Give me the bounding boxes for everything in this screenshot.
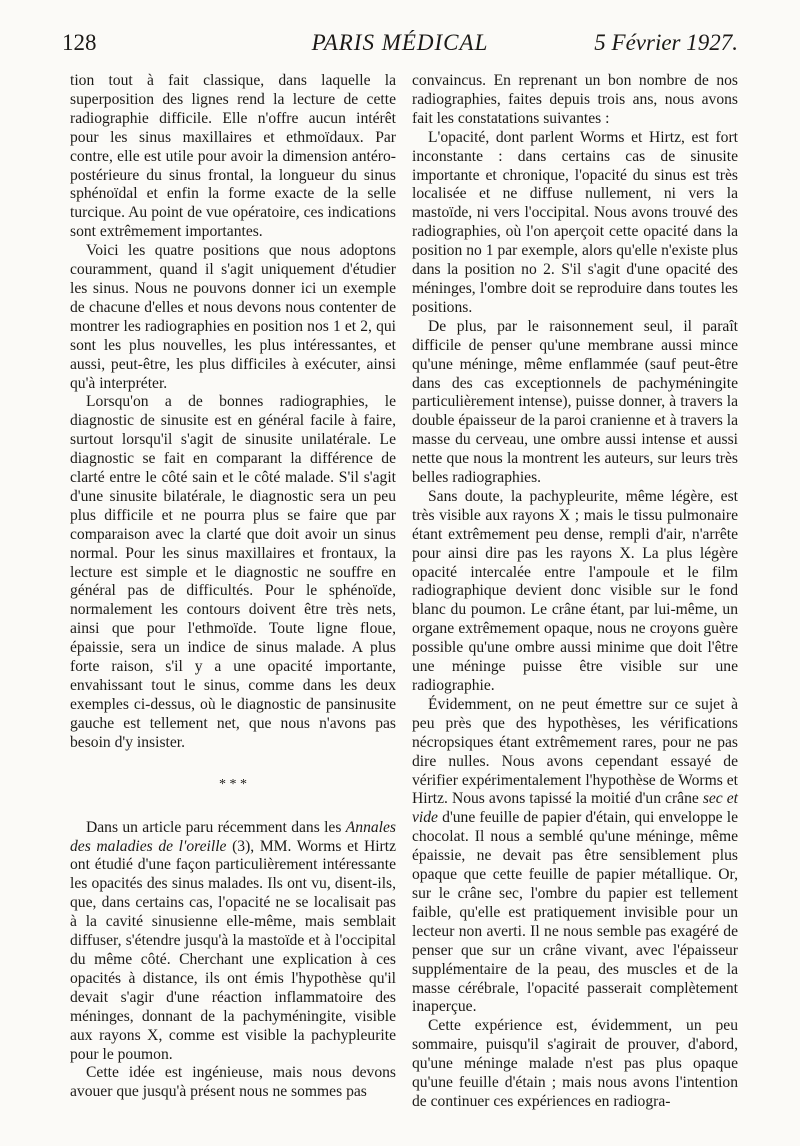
text-run: Évidemment, on ne peut émettre sur ce sujet à peu près que des hypothèses, les vérifications nécropsiques étant extrêmement rares, pour ne pas dire nulles. Nous avons cependant essayé de vérifier expérimentalement l'hypothèse de Worms et Hirtz. Nous avons tapissé la moitié d'un crâne: [412, 695, 738, 808]
paragraph: [412, 696, 738, 1017]
journal-title: PARIS MÉDICAL: [311, 30, 489, 55]
paragraph: Cette idée est ingénieuse, mais nous devons avouer que jusqu'à présent nous ne sommes pas: [70, 1064, 396, 1101]
issue-date: 5 Février 1927.: [594, 30, 738, 55]
section-separator: [70, 776, 396, 792]
text-run: d'une feuille de papier d'étain, qui enveloppe le chocolat. Il nous a semblé qu'une méninge, même épaissie, ne devait pas être sensiblement plus opaque que cette feuille de papier métallique. Or, sur le crâne sec, l'ombre du papier est tellement faible, qu'elle est pratiquement invisible pour un lecteur non averti. Il ne nous semble pas exagéré de penser que sur un crâne vivant, avec l'épaisseur supplémentaire de la peau, des muscles et de la masse cérébrale, l'opacité passerait complètement inaperçue.: [412, 809, 738, 1016]
emphasis: sec et vide: [412, 790, 738, 827]
paragraph: Sans doute, la pachypleurite, même légère, est très visible aux rayons X ; mais le tissu pulmonaire étant extrêmement peu dense, rempli d'air, n'arrête pour ainsi dire pas les rayons X. La plus légère opacité intercalée entre l'ampoule et le film radiographique devient donc visible sur le fond blanc du poumon. Le crâne étant, par lui-même, un organe extrêmement opaque, nous ne croyons guère possible qu'une ombre aussi minime que doit l'être une méninge puisse être visible sur une radiographie.: [412, 487, 738, 694]
paragraph: convaincus. En reprenant un bon nombre de nos radiographies, faites depuis trois ans, nous avons fait les constatations suivantes :: [412, 72, 738, 127]
paragraph: Cette expérience est, évidemment, un peu sommaire, puisqu'il s'agirait de prouver, d'abord, qu'une méninge malade n'est pas plus opaque qu'une feuille d'étain ; mais nous avons l'intention de continuer ces expériences en radiogra-: [412, 1017, 738, 1110]
paragraph: [70, 819, 396, 1065]
page-number: 128: [62, 30, 97, 55]
journal-citation: Annales des maladies de l'oreille: [70, 818, 396, 855]
text-run: (3), MM. Worms et Hirtz ont étudié d'une façon particulièrement intéressante les opacités des sinus malades. Ils ont vu, disent-ils, que, dans certains cas, l'opacité ne se localisait pas à la cavité sinusienne elle-même, mais semblait diffuser, s'étendre jusqu'à la mastoïde et à l'occipital du même côté. Cherchant une explication à ces opacités à distance, ils ont émis l'hypothèse qu'il devait s'agir d'une réaction inflammatoire des méninges, donnant de la pachyméningite, visible aux rayons X, comme est visible la pachypleurite pour le poumon.: [70, 837, 396, 1063]
paragraph: De plus, par le raisonnement seul, il paraît difficile de penser qu'une membrane aussi mince qu'une méninge, même enflammée (sauf peut-être dans des cas exceptionnels de pachyméningite particulièrement intense), puisse donner, à travers la double épaisseur de la paroi cranienne et à travers la masse du cerveau, une ombre aussi intense et aussi nette que nous la montrent les auteurs, sur leurs très belles radiographies.: [412, 317, 739, 487]
paragraph: Lorsqu'on a de bonnes radiographies, le diagnostic de sinusite est en général facile à faire, surtout lorsqu'il s'agit de sinusite unilatérale. Le diagnostic se fait en comparant la différence de clarté entre le côté sain et le côté malade. S'il s'agit d'une sinusite bilatérale, le diagnostic sera un peu plus difficile et ne pourra plus se faire que par comparaison avec la clarté que doit avoir un sinus normal. Pour les sinus maxillaires et frontaux, la lecture est simple et le diagnostic ne souffre en général pas de difficultés. Pour le sphénoïde, normalement les contours doivent être très nets, ainsi que pour l'ethmoïde. Toute ligne floue, épaissie, sera un indice de sinus malade. A plus forte raison, s'il y a une opacité importante, envahissant tout le sinus, comme dans les deux exemples ci-dessus, où le diagnostic de pansinusite gauche est tellement net, que nous n'avons pas besoin d'y insister.: [70, 393, 396, 751]
paragraph: Voici les quatre positions que nous adoptons couramment, quand il s'agit uniquement d'étudier les sinus. Nous ne pouvons donner ici un exemple de chacune d'elles et nous devons nous contenter de montrer les radiographies en position nos 1 et 2, qui sont les plus nouvelles, les plus intéressantes, et aussi, peut-être, les plus difficiles à exécuter, ainsi qu'à interpréter.: [70, 242, 396, 392]
paragraph: L'opacité, dont parlent Worms et Hirtz, est fort inconstante : dans certains cas de sinusite importante et chronique, l'opacité du sinus est très localisée et ne diffuse nullement, ni vers la mastoïde, ni vers l'occipital. Nous avons trouvé des radiographies, où l'on aperçoit cette opacité dans la position no 1 par exemple, alors qu'elle n'existe plus dans la position no 2. S'il s'agit d'une opacité des méninges, l'ombre doit se reproduire dans toutes les positions.: [412, 128, 738, 316]
running-header: [62, 30, 738, 64]
right-column: [412, 72, 738, 1112]
text-run: Dans un article paru récemment dans les: [86, 818, 346, 836]
paragraph: tion tout à fait classique, dans laquelle la superposition des lignes rend la lecture de cette radiographie difficile. Elle n'offre aucun intérêt pour les sinus maxillaires et ethmoïdaux. Par contre, elle est utile pour avoir la dimension antéro-postérieure du sinus frontal, la longueur du sinus sphénoïdal et enfin la forme exacte de la selle turcique. Au point de vue opératoire, ces indications sont extrêmement importantes.: [70, 72, 396, 241]
separator-stars: * * *: [219, 776, 247, 792]
left-column: [70, 72, 396, 1102]
